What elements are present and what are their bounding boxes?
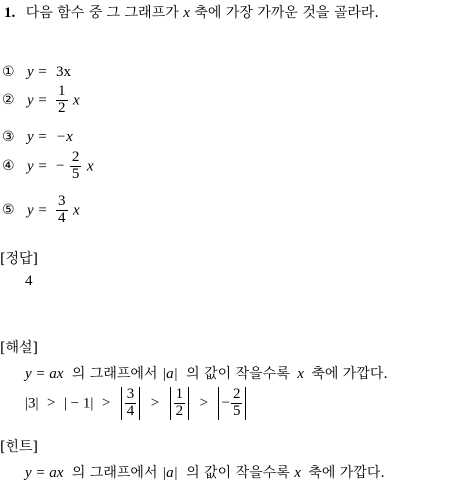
option-expr: 3x [56, 64, 71, 80]
answer-label: [정답] [0, 251, 38, 267]
abs-fraction [218, 387, 246, 420]
explanation-label: [해설] [0, 340, 38, 356]
question-var: x [183, 5, 190, 21]
expl-text: 의 그래프에서 [71, 366, 158, 382]
fraction-numerator: 2 [71, 149, 80, 165]
option-marker: ① [2, 64, 15, 80]
fraction-numerator: 3 [126, 386, 135, 402]
ineq-gt: > [199, 395, 209, 412]
question-text-a: 다음 함수 중 그 그래프가 [25, 5, 179, 21]
option-1[interactable] [2, 65, 71, 80]
option-5[interactable] [2, 194, 80, 227]
expl-text: 축에 가깝다. [311, 366, 388, 382]
hint-text: 축에 가깝다. [308, 465, 385, 481]
option-2[interactable] [2, 84, 80, 117]
option-sign: − [56, 158, 65, 175]
question-number: 1. [4, 5, 16, 21]
expl-expr: y = ax [25, 366, 64, 382]
ineq-gt: > [150, 395, 160, 412]
fraction [125, 387, 137, 420]
option-marker: ⑤ [2, 202, 15, 219]
question [4, 6, 379, 21]
expl-abs-a: |a| [161, 366, 178, 382]
expl-var: x [297, 366, 304, 382]
explanation-inequality [25, 387, 248, 420]
option-lhs: y = [27, 129, 48, 145]
hint-text: 의 값이 작을수록 [186, 465, 290, 481]
abs-fraction [170, 387, 190, 420]
hint-expr: y = ax [25, 465, 64, 481]
fraction [56, 194, 68, 227]
option-lhs: y = [27, 158, 48, 175]
hint-label: [힌트] [0, 439, 38, 455]
option-expr: −x [56, 129, 73, 145]
fraction-denominator: 2 [58, 99, 66, 116]
fraction [56, 84, 68, 117]
ineq-sign: − [221, 394, 230, 411]
fraction [174, 387, 186, 420]
fraction-denominator: 4 [58, 209, 66, 226]
explanation-line1 [25, 367, 388, 382]
option-lhs: y = [27, 202, 48, 219]
fraction-denominator: 4 [126, 402, 135, 419]
ineq-term-2: | − 1| [63, 395, 94, 412]
ineq-gt: > [46, 395, 56, 412]
fraction [70, 150, 82, 183]
fraction-denominator: 2 [175, 402, 184, 419]
fraction-numerator: 2 [232, 386, 241, 402]
option-3[interactable] [2, 130, 73, 145]
question-text-b: 축에 가장 가까운 것을 골라라. [194, 5, 379, 21]
fraction-denominator: 5 [71, 165, 80, 182]
ineq-term-1: |3| [25, 395, 39, 412]
fraction-numerator: 3 [58, 193, 66, 209]
fraction-numerator: 1 [175, 386, 184, 402]
hint-text: 의 그래프에서 [71, 465, 158, 481]
option-marker: ④ [2, 158, 15, 175]
hint-line [25, 466, 385, 481]
fraction-denominator: 5 [232, 402, 241, 419]
fraction-numerator: 1 [58, 83, 66, 99]
answer-value: 4 [25, 273, 33, 289]
option-tail: x [86, 158, 94, 175]
fraction [231, 387, 243, 420]
option-marker: ② [2, 92, 15, 109]
option-marker: ③ [2, 129, 15, 145]
option-lhs: y = [27, 92, 48, 109]
expl-text: 의 값이 작을수록 [186, 366, 290, 382]
abs-fraction [121, 387, 141, 420]
ineq-gt: > [101, 395, 111, 412]
option-4[interactable] [2, 150, 94, 183]
option-tail: x [72, 202, 80, 219]
option-lhs: y = [27, 64, 48, 80]
hint-abs-a: |a| [161, 465, 178, 481]
hint-var: x [294, 465, 301, 481]
option-tail: x [72, 92, 80, 109]
